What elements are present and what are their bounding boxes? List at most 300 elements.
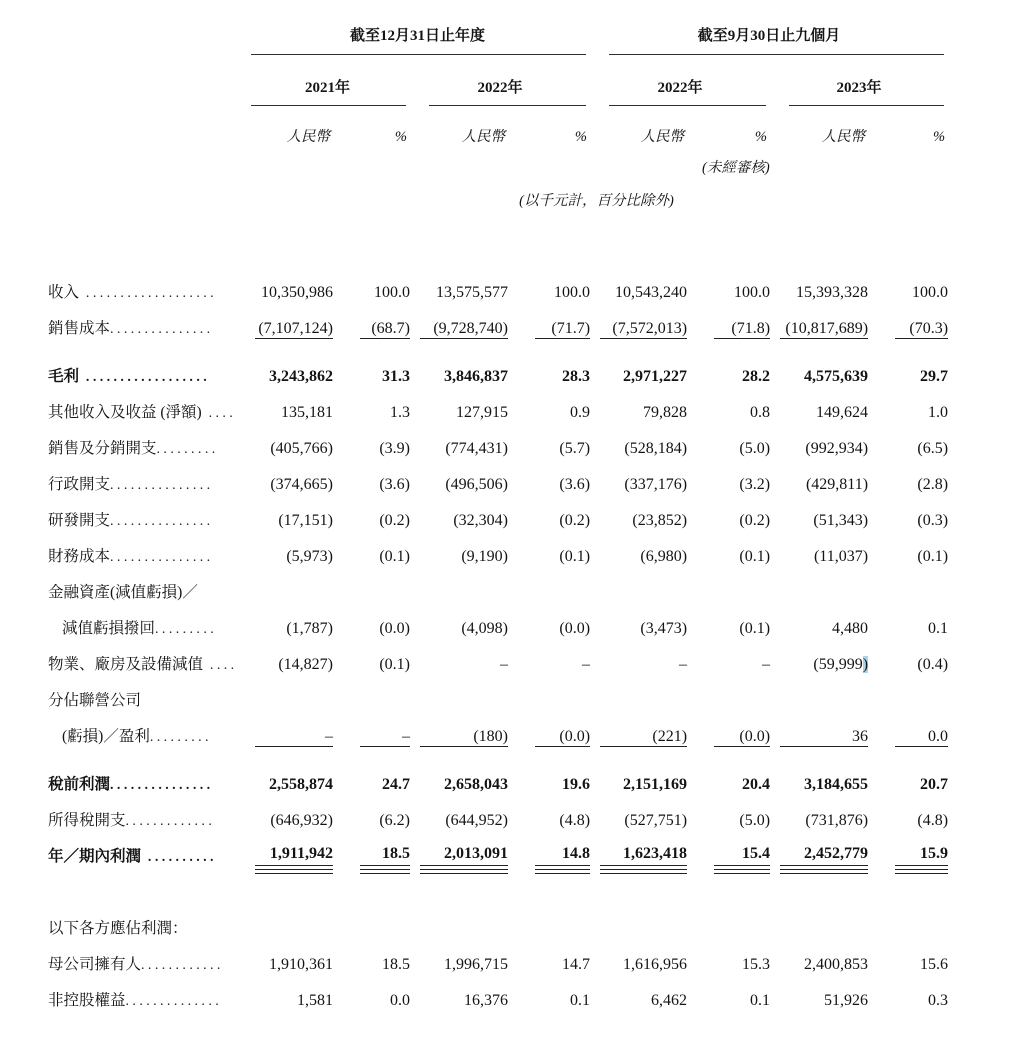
period-group-row [48, 24, 948, 54]
spacer-cell [245, 148, 590, 177]
column-rule [535, 338, 590, 339]
rule-cell [508, 746, 590, 758]
year-2022fy: 2022年 [477, 80, 523, 96]
table-row [48, 422, 948, 458]
table-row [48, 458, 948, 494]
column-rule [360, 338, 410, 339]
rule-cell [868, 866, 948, 882]
value-cell [410, 830, 508, 866]
value-cell: (10,817,689) [785, 320, 869, 337]
row-label-text: 銷售成本 [48, 320, 111, 337]
header-rule [789, 105, 944, 106]
value-cell: 4,575,639 [804, 368, 869, 385]
rule-cell [508, 338, 590, 350]
value-cell: (9,728,740) [433, 320, 508, 337]
year-row [48, 64, 948, 105]
value-cell: 1.3 [390, 404, 410, 421]
value-cell: (71.8) [731, 320, 771, 337]
dot-leader: .......... [141, 850, 217, 865]
value-cell [333, 830, 410, 866]
row-label [48, 882, 948, 938]
value-cell: 15.3 [742, 956, 771, 973]
value-cell: (23,852) [632, 512, 688, 529]
rule-cell [770, 338, 868, 350]
row-label [48, 422, 245, 458]
total-underline: 2,013,091 [420, 845, 508, 866]
value-cell: (374,665) [270, 476, 333, 493]
double-rule-row [48, 866, 948, 882]
subheader-currency: 人民幣 [286, 129, 330, 145]
row-label [48, 830, 245, 866]
total-underline: 1,623,418 [600, 845, 687, 866]
row-label [48, 638, 245, 674]
value-cell: 2,151,169 [623, 776, 688, 793]
table-row [48, 758, 948, 794]
value-cell: (7,572,013) [612, 320, 688, 337]
value-cell: (4.8) [559, 812, 591, 829]
value-cell: (17,151) [278, 512, 333, 529]
label-col-spacer [48, 24, 245, 54]
value-cell: (992,934) [805, 440, 869, 457]
value-cell: 0.1 [750, 992, 771, 1009]
row-label-text: 母公司擁有人 [48, 956, 142, 973]
value-cell: 2,558,874 [269, 776, 333, 793]
value-cell: (3.6) [559, 476, 591, 493]
value-cell [245, 830, 333, 866]
value-cell: (0.1) [379, 548, 410, 565]
value-cell: (0.1) [917, 548, 949, 565]
row-label [48, 494, 245, 530]
value-cell: 10,350,986 [261, 284, 333, 301]
value-cell: (3.6) [379, 476, 410, 493]
dot-leader: ............... [110, 778, 214, 793]
column-rule [360, 746, 410, 747]
unaudited-cell [590, 148, 948, 177]
subheader-currency: 人民幣 [640, 129, 685, 145]
value-cell: 0.1 [928, 620, 949, 637]
rule-cell [245, 54, 590, 64]
table-row [48, 530, 948, 566]
row-label-text: 收入 [48, 284, 80, 301]
value-cell: 0.0 [390, 992, 410, 1009]
table-row [48, 638, 948, 674]
table-row-label-only [48, 674, 948, 710]
rule-cell [590, 338, 687, 350]
value-cell: (405,766) [270, 440, 333, 457]
value-cell: (14,827) [278, 656, 333, 673]
value-cell: (11,037) [813, 548, 869, 565]
rule-cell [508, 866, 590, 882]
value-cell: 100.0 [734, 284, 771, 301]
total-underline: 1,911,942 [255, 845, 333, 866]
header-rule [609, 105, 766, 106]
rule-cell [590, 746, 687, 758]
double-rule [360, 869, 410, 874]
value-cell: 2,400,853 [804, 956, 869, 973]
column-rule [255, 746, 333, 747]
value-cell: (0.0) [559, 620, 591, 637]
double-rule [600, 869, 687, 874]
value-cell: – [582, 656, 591, 673]
value-cell: 2,971,227 [623, 368, 688, 385]
header-rule [609, 54, 944, 55]
value-cell [687, 830, 770, 866]
value-cell: 15.6 [920, 956, 949, 973]
row-label-text: 減值虧損撥回 [62, 620, 156, 637]
value-cell: 20.4 [742, 776, 771, 793]
row-label-text: 年／期內利潤 [48, 848, 142, 865]
value-cell: (5.0) [739, 440, 771, 457]
column-rule [600, 338, 687, 339]
table-row [48, 266, 948, 302]
value-cell: 28.3 [562, 368, 591, 385]
rule-cell [590, 54, 948, 64]
value-cell: (59,999) [813, 656, 869, 673]
label-col-spacer [48, 746, 245, 758]
value-cell: (70.3) [909, 320, 949, 337]
value-cell: (1,787) [286, 620, 333, 637]
row-label [48, 674, 948, 710]
rule-cell [333, 338, 410, 350]
value-cell: (0.0) [559, 728, 591, 745]
row-label-text: 銷售及分銷開支 [48, 440, 157, 457]
rule-cell [410, 746, 508, 758]
value-cell: (0.0) [739, 728, 771, 745]
value-cell: (0.0) [379, 620, 410, 637]
rule-cell [410, 338, 508, 350]
row-label-text: 非控股權益 [48, 992, 126, 1009]
row-label-text: 財務成本 [48, 548, 111, 565]
subheader-row [48, 115, 948, 148]
value-cell: (4,098) [461, 620, 508, 637]
value-cell: 79,828 [643, 404, 688, 421]
table-row [48, 494, 948, 530]
row-label-text: 金融資產(減值虧損)／ [48, 584, 198, 601]
value-cell: (6.2) [379, 812, 410, 829]
label-col-spacer [48, 338, 245, 350]
label-col-spacer [48, 177, 245, 266]
table-row [48, 794, 948, 830]
value-cell: 1,996,715 [444, 956, 508, 973]
value-cell: 10,543,240 [615, 284, 688, 301]
value-cell: 14.7 [562, 956, 591, 973]
label-col-spacer [48, 105, 245, 115]
value-cell: 13,575,577 [436, 284, 508, 301]
single-rule-row [48, 338, 948, 350]
label-col-spacer [48, 54, 245, 64]
value-cell: 2,658,043 [444, 776, 508, 793]
row-label-text: 其他收入及收益 (淨額) [48, 404, 202, 421]
value-cell: 149,624 [816, 404, 869, 421]
dot-leader: ............. [125, 814, 216, 829]
column-rule [600, 746, 687, 747]
table-row [48, 302, 948, 338]
value-cell: (0.1) [739, 548, 771, 565]
value-cell: 1,910,361 [269, 956, 333, 973]
value-cell: 0.8 [750, 404, 771, 421]
double-rule [714, 869, 770, 874]
single-rule-row [48, 746, 948, 758]
row-label [48, 266, 245, 302]
row-label [48, 530, 245, 566]
income-statement-table [48, 24, 948, 1010]
rule-cell [687, 866, 770, 882]
rule-cell [770, 105, 948, 115]
dot-leader: ............... [110, 514, 214, 529]
value-cell: (644,952) [445, 812, 508, 829]
table-row [48, 710, 948, 746]
value-cell: – [500, 656, 508, 673]
value-cell: (3.9) [379, 440, 410, 457]
value-cell: – [325, 728, 333, 745]
value-cell: 127,915 [456, 404, 508, 421]
table-row-label-only [48, 566, 948, 602]
value-cell: 31.3 [382, 368, 410, 385]
value-cell: – [402, 728, 410, 745]
table-row [48, 386, 948, 422]
row-label [48, 350, 245, 386]
header-rule [251, 105, 406, 106]
dot-leader: .... [203, 658, 238, 673]
row-label-text: 所得稅開支 [48, 812, 126, 829]
total-underline: 2,452,779 [780, 845, 868, 866]
dot-leader: .............. [125, 994, 223, 1009]
value-cell: (5.7) [559, 440, 591, 457]
value-cell: (7,107,124) [258, 320, 333, 337]
rule-cell [868, 338, 948, 350]
label-col-spacer [48, 148, 245, 177]
rule-cell [245, 105, 410, 115]
value-cell: 51,926 [824, 992, 869, 1009]
value-cell: 4,480 [832, 620, 869, 637]
value-cell: (68.7) [371, 320, 410, 337]
total-underline: 14.8 [535, 845, 590, 866]
value-cell: 28.2 [742, 368, 771, 385]
value-cell: (774,431) [445, 440, 508, 457]
row-label [48, 758, 245, 794]
value-cell: (528,184) [624, 440, 688, 457]
table-header [48, 24, 948, 266]
total-underline: 18.5 [360, 845, 410, 866]
double-rule [420, 869, 508, 874]
dot-leader: ......... [149, 730, 212, 745]
label-col-spacer [48, 64, 245, 105]
column-rule [420, 746, 508, 747]
value-cell: 100.0 [912, 284, 949, 301]
dot-leader: ............... [110, 478, 214, 493]
row-label-text: 毛利 [48, 368, 80, 385]
value-cell: (0.2) [379, 512, 410, 529]
value-cell: (527,751) [624, 812, 688, 829]
value-cell: 3,184,655 [804, 776, 869, 793]
value-cell: 1,581 [297, 992, 333, 1009]
rule-cell [590, 105, 770, 115]
row-label [48, 938, 245, 974]
value-cell: 20.7 [920, 776, 949, 793]
subheader-percent: % [932, 129, 946, 145]
dot-leader: ......... [156, 442, 219, 457]
row-label-text: 分佔聯營公司 [48, 692, 142, 709]
row-label-text: (虧損)／盈利 [62, 728, 150, 745]
column-rule [714, 338, 770, 339]
value-cell: (0.1) [559, 548, 591, 565]
header-rule [429, 105, 586, 106]
column-rule [780, 746, 868, 747]
rule-cell [333, 746, 410, 758]
row-label-text: 稅前利潤 [48, 776, 111, 793]
value-cell: (5.0) [739, 812, 771, 829]
row-label [48, 386, 245, 422]
value-cell: (180) [473, 728, 508, 745]
row-label [48, 974, 245, 1010]
period-group-rule-row [48, 54, 948, 64]
rule-cell [410, 866, 508, 882]
value-cell: 100.0 [554, 284, 591, 301]
table-row [48, 350, 948, 386]
value-cell: 19.6 [562, 776, 591, 793]
value-cell: (0.2) [739, 512, 771, 529]
column-rule [420, 338, 508, 339]
value-cell: – [762, 656, 771, 673]
dot-leader: ............ [141, 958, 224, 973]
table-row-label-only [48, 882, 948, 938]
value-cell: 6,462 [651, 992, 688, 1009]
rule-cell [770, 866, 868, 882]
value-cell: (646,932) [270, 812, 333, 829]
year-rule-row [48, 105, 948, 115]
subheader-percent: % [394, 129, 407, 145]
period-group-annual: 截至12月31日止年度 [350, 28, 486, 44]
year-2022-9m: 2022年 [657, 80, 703, 96]
value-cell: (496,506) [445, 476, 508, 493]
unaudited-note: (未經審核) [702, 160, 770, 176]
value-cell: 0.3 [928, 992, 949, 1009]
column-rule [895, 338, 948, 339]
table-row [48, 938, 948, 974]
value-cell: 100.0 [374, 284, 410, 301]
rule-cell [333, 866, 410, 882]
double-rule [895, 869, 948, 874]
column-rule [895, 746, 948, 747]
year-2021: 2021年 [304, 80, 350, 96]
value-cell: (71.7) [551, 320, 591, 337]
subheader-currency: 人民幣 [821, 129, 866, 145]
rule-cell [770, 746, 868, 758]
value-cell: 135,181 [281, 404, 333, 421]
value-cell: 1.0 [928, 404, 949, 421]
value-cell: (3.2) [739, 476, 771, 493]
rule-cell [245, 866, 333, 882]
rule-cell [245, 338, 333, 350]
value-cell: (2.8) [917, 476, 949, 493]
value-cell [770, 830, 868, 866]
year-2023-9m: 2023年 [836, 80, 882, 96]
value-cell: 0.9 [570, 404, 591, 421]
value-cell: (429,811) [805, 476, 869, 493]
value-cell: (3,473) [640, 620, 688, 637]
row-label-text: 以下各方應佔利潤： [48, 920, 188, 937]
period-group-ninemonth: 截至9月30日止九個月 [697, 28, 841, 44]
subheader-currency: 人民幣 [461, 129, 505, 145]
value-cell: (221) [652, 728, 688, 745]
value-cell: (4.8) [917, 812, 949, 829]
column-rule [535, 746, 590, 747]
column-rule [255, 338, 333, 339]
selection-highlight: ) [862, 656, 869, 673]
table-body [48, 266, 948, 1010]
row-label [48, 566, 948, 602]
total-underline: 15.4 [714, 845, 770, 866]
value-cell: (6.5) [917, 440, 949, 457]
double-rule [780, 869, 868, 874]
row-label [48, 302, 245, 338]
value-cell: 29.7 [920, 368, 949, 385]
value-cell: 0.1 [570, 992, 591, 1009]
value-cell: (0.3) [917, 512, 949, 529]
value-cell: (0.2) [559, 512, 591, 529]
dot-leader: .................. [79, 370, 211, 385]
row-label-text: 行政開支 [48, 476, 111, 493]
table-row [48, 830, 948, 866]
dot-leader: ............... [110, 322, 214, 337]
row-label-text: 研發開支 [48, 512, 111, 529]
double-rule [255, 869, 333, 874]
label-col-spacer [48, 866, 245, 882]
value-cell: (6,980) [640, 548, 688, 565]
units-row [48, 177, 948, 266]
rule-cell [590, 866, 687, 882]
value-cell: (337,176) [624, 476, 688, 493]
value-cell: 36 [852, 728, 869, 745]
value-cell: (32,304) [453, 512, 508, 529]
value-cell: (5,973) [286, 548, 333, 565]
value-cell: 15,393,328 [796, 284, 869, 301]
value-cell: (0.1) [739, 620, 771, 637]
value-cell: (0.1) [379, 656, 410, 673]
dot-leader: ......... [155, 622, 218, 637]
dot-leader: ............... [110, 550, 214, 565]
units-note: (以千元計，百分比除外) [519, 193, 674, 209]
value-cell: (0.4) [917, 656, 949, 673]
total-underline: 15.9 [895, 845, 948, 866]
row-label [48, 794, 245, 830]
header-rule [251, 54, 586, 55]
rule-cell [245, 746, 333, 758]
row-label [48, 458, 245, 494]
column-rule [780, 338, 868, 339]
row-label [48, 710, 245, 746]
value-cell [590, 830, 687, 866]
value-cell: 0.0 [928, 728, 949, 745]
table-row [48, 974, 948, 1010]
column-rule [714, 746, 770, 747]
value-cell [508, 830, 590, 866]
value-cell: 18.5 [382, 956, 410, 973]
dot-leader: .... [201, 406, 237, 421]
value-cell: 1,616,956 [623, 956, 688, 973]
rule-cell [410, 105, 590, 115]
unaudited-row [48, 148, 948, 177]
label-col-spacer [48, 115, 245, 148]
rule-cell [687, 746, 770, 758]
rule-cell [868, 746, 948, 758]
table-row [48, 602, 948, 638]
double-rule [535, 869, 590, 874]
value-cell [868, 830, 948, 866]
value-cell: – [679, 656, 688, 673]
subheader-percent: % [754, 129, 768, 145]
row-label [48, 602, 245, 638]
